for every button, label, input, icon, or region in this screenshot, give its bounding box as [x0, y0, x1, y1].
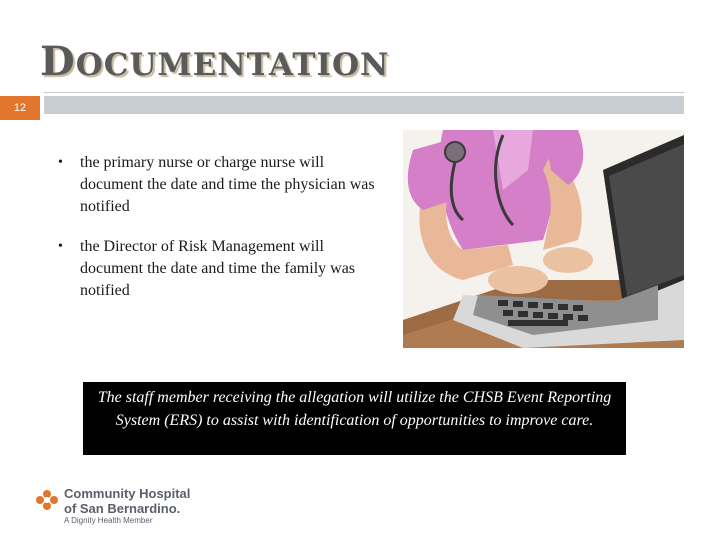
- hospital-logo-icon: [34, 486, 60, 516]
- bullet-text: the primary nurse or charge nurse will document the date and time the physician was notified: [80, 154, 375, 215]
- title-rule-bar: [44, 96, 684, 114]
- callout-text: The staff member receiving the allegation will utilize the CHSB Event Reporting System (ERS) to assist with identification of opportunities to improve care.: [97, 389, 612, 429]
- bullet-item: [56, 152, 386, 218]
- bullet-item: [56, 236, 386, 302]
- page-number-badge: 12: [0, 96, 40, 120]
- hospital-name-line2: of San Bernardino.: [64, 501, 181, 516]
- slide-title-first-letter: D: [40, 38, 76, 85]
- slide-title: [40, 38, 389, 85]
- hospital-tagline: A Dignity Health Member: [64, 516, 153, 525]
- slide-title-rest: OCUMENTATION: [75, 47, 390, 83]
- bullet-dot-icon: •: [58, 239, 63, 254]
- callout-box: [83, 382, 626, 455]
- title-rule-line: [44, 92, 684, 93]
- bullet-list: [56, 152, 386, 320]
- nurse-laptop-photo: [403, 130, 684, 348]
- hospital-name: [64, 486, 190, 516]
- hospital-logo: [34, 486, 204, 530]
- bullet-text: the Director of Risk Management will document the date and time the family was notified: [80, 238, 356, 299]
- hospital-name-line1: Community Hospital: [64, 486, 191, 501]
- bullet-dot-icon: •: [58, 155, 63, 170]
